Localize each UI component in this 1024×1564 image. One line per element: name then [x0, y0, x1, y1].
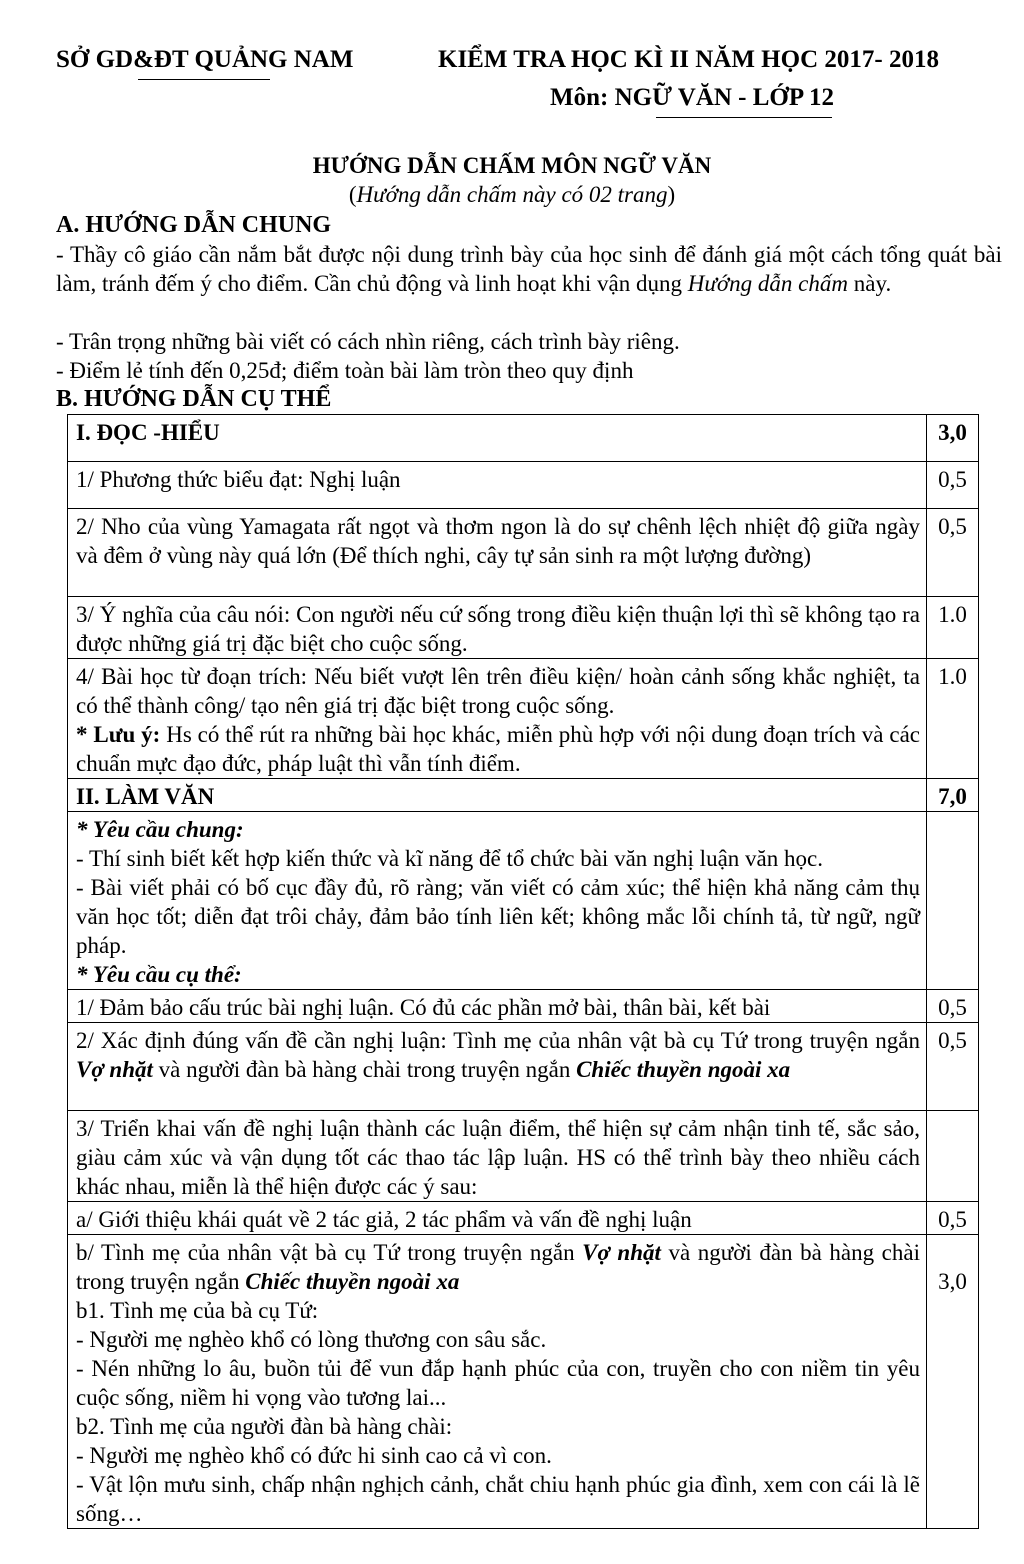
rb-work2: Chiếc thuyền ngoài xa — [245, 1269, 460, 1294]
r2-score: 0,5 — [927, 1023, 979, 1111]
general-guideline-1 — [56, 240, 1002, 298]
subtitle-text: Hướng dẫn chấm này có 02 trang — [356, 182, 668, 207]
part2-title: II. LÀM VĂN — [68, 779, 927, 812]
q4-text: 4/ Bài học từ đoạn trích: Nếu biết vượt lên trên điều kiện/ hoàn cảnh sống khắc nghiệt, ta có thể thành công/ tạo nên giá trị đặc biệt trong cuộc sống. — [76, 664, 920, 718]
ra-score: 0,5 — [927, 1202, 979, 1235]
guideline-1-start: - Thầy cô giáo cần nắm bắt được nội dung trình bày của học sinh để đánh giá một cách tổng quát bài làm, tránh đếm ý cho điểm. Cần chủ động và linh hoạt khi vận dụng — [56, 242, 1002, 296]
rb-score: 3,0 — [938, 1269, 967, 1294]
table-row — [68, 1202, 979, 1235]
table-row — [68, 659, 979, 779]
general-guideline-2: - Trân trọng những bài viết có cách nhìn riêng, cách trình bày riêng. — [56, 329, 680, 354]
rb-b2-line2: - Vật lộn mưu sinh, chấp nhận nghịch cảnh, chắt chiu hạnh phúc gia đình, xem con cái là lẽ sống… — [76, 1472, 920, 1526]
table-row — [68, 415, 979, 462]
subject-underline — [656, 117, 832, 118]
q4-note-label: * Lưu ý: — [76, 722, 161, 747]
table-row — [68, 597, 979, 659]
exam-title: KIỂM TRA HỌC KÌ II NĂM HỌC 2017- 2018 — [438, 46, 939, 73]
document-title: HƯỚNG DẪN CHẤM MÔN NGỮ VĂN — [312, 153, 712, 178]
q4-note — [76, 720, 920, 778]
rb-b2-heading: b2. Tình mẹ của người đàn bà hàng chài: — [76, 1414, 453, 1439]
part1-title: I. ĐỌC -HIỂU — [68, 415, 927, 462]
r3-text: 3/ Triển khai vấn đề nghị luận thành các luận điểm, thể hiện sự cảm nhận tinh tế, sắc sảo, giàu cảm xúc và vận dụng tốt các thao tác lập luận. HS có thể trình bày theo nhiều cách khác nhau, miễn là thể hiện được các ý sau: — [68, 1111, 927, 1202]
table-row — [68, 812, 979, 990]
r2-text-start: 2/ Xác định đúng vấn đề cần nghị luận: Tình mẹ của nhân vật bà cụ Tứ trong truyện ngắn — [76, 1028, 920, 1053]
r2-work2: Chiếc thuyền ngoài xa — [576, 1057, 791, 1082]
general-requirement-1: - Thí sinh biết kết hợp kiến thức và kĩ năng để tổ chức bài văn nghị luận văn học. — [76, 846, 823, 871]
subtitle-open: ( — [348, 182, 357, 207]
q3-text: 3/ Ý nghĩa của câu nói: Con người nếu cứ sống trong điều kiện thuận lợi thì sẽ không tạo ra được những giá trị đặc biệt cho cuộc sống. — [68, 597, 927, 659]
table-row — [68, 1023, 979, 1111]
rb-b2-line1: - Người mẹ nghèo khổ có đức hi sinh cao cả vì con. — [76, 1443, 552, 1468]
q1-score: 0,5 — [927, 462, 979, 509]
general-requirement-2: - Bài viết phải có bố cục đầy đủ, rõ ràng; văn viết có cảm xúc; thể hiện khả năng cảm thụ văn học tốt; diễn đạt trôi chảy, đảm bảo tính liên kết; không mắc lỗi chính tả, từ ngữ, ngữ pháp. — [76, 875, 920, 958]
section-b-heading: B. HƯỚNG DẪN CỤ THỂ — [56, 386, 332, 412]
grading-table — [67, 414, 979, 1529]
table-row — [68, 462, 979, 509]
rb-b1-line1: - Người mẹ nghèo khổ có lòng thương con sâu sắc. — [76, 1327, 547, 1352]
rb-b1-line2: - Nén những lo âu, buồn tủi để vun đắp hạnh phúc của con, truyền cho con niềm tin yêu cuộc sống, niềm hi vọng vào tương lai... — [76, 1356, 920, 1410]
table-row — [68, 1111, 979, 1202]
r1-score: 0,5 — [927, 990, 979, 1023]
part2-score: 7,0 — [927, 779, 979, 812]
department-name: SỞ GD&ĐT QUẢNG NAM — [56, 46, 354, 73]
rb-work1: Vợ nhặt — [582, 1240, 661, 1265]
rb-b1-heading: b1. Tình mẹ của bà cụ Tứ: — [76, 1298, 319, 1323]
q3-score: 1.0 — [927, 597, 979, 659]
exam-subject: Môn: NGỮ VĂN - LỚP 12 — [550, 84, 835, 111]
subtitle-close: ) — [667, 182, 676, 207]
department-underline — [138, 79, 270, 80]
table-row — [68, 1235, 979, 1529]
document-subtitle — [0, 182, 1024, 208]
guideline-1-end: này. — [848, 271, 892, 296]
q4-note-text: Hs có thể rút ra những bài học khác, miễn phù hợp với nội dung đoạn trích và các chuẩn mực đạo đức, pháp luật thì vẫn tính điểm. — [76, 722, 921, 776]
r2-work1: Vợ nhặt — [76, 1057, 153, 1082]
section-a-heading: A. HƯỚNG DẪN CHUNG — [56, 212, 332, 238]
rb-score-cell — [927, 1235, 979, 1529]
q4-cell — [68, 659, 927, 779]
q1-text: 1/ Phương thức biểu đạt: Nghị luận — [68, 462, 927, 509]
rb-text-start: b/ Tình mẹ của nhân vật bà cụ Tứ trong truyện ngắn — [76, 1240, 583, 1265]
general-requirements-cell — [68, 812, 927, 990]
q4-score: 1.0 — [927, 659, 979, 779]
r2-cell — [68, 1023, 927, 1111]
rb-cell — [68, 1235, 927, 1529]
table-row — [68, 779, 979, 812]
table-row — [68, 509, 979, 597]
r3-score — [927, 1111, 979, 1202]
r1-text: 1/ Đảm bảo cấu trúc bài nghị luận. Có đủ các phần mở bài, thân bài, kết bài — [68, 990, 927, 1023]
general-requirements-score — [927, 812, 979, 990]
guideline-1-italic: Hướng dẫn chấm — [687, 271, 848, 296]
r2-text-mid: và người đàn bà hàng chài trong truyện ngắn — [152, 1057, 577, 1082]
table-row — [68, 990, 979, 1023]
specific-requirements-heading: * Yêu cầu cụ thể: — [76, 962, 242, 987]
general-guideline-3: - Điểm lẻ tính đến 0,25đ; điểm toàn bài làm tròn theo quy định — [56, 358, 634, 383]
general-requirements-heading: * Yêu cầu chung: — [76, 817, 244, 842]
ra-text: a/ Giới thiệu khái quát về 2 tác giả, 2 tác phẩm và vấn đề nghị luận — [68, 1202, 927, 1235]
rb-heading — [76, 1238, 920, 1296]
q2-text: 2/ Nho của vùng Yamagata rất ngọt và thơm ngon là do sự chênh lệch nhiệt độ giữa ngày và đêm ở vùng này quá lớn (Để thích nghi, cây tự sản sinh ra một lượng đường) — [68, 509, 927, 597]
rb-text-mid: và người đàn bà hàng chài trong truyện ngắn — [76, 1240, 920, 1294]
part1-score: 3,0 — [927, 415, 979, 462]
q2-score: 0,5 — [927, 509, 979, 597]
